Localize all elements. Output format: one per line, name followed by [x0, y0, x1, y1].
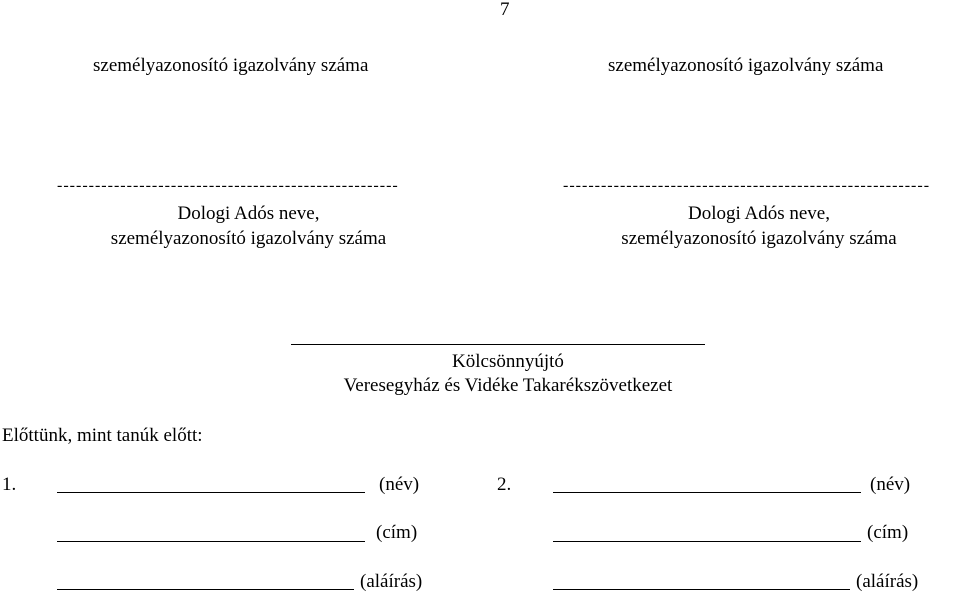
witness2-name-line — [553, 492, 861, 493]
lender-name-label: Veresegyház és Vidéke Takarékszövetkezet — [343, 375, 673, 396]
witness2-number: 2. — [497, 474, 512, 495]
top-left-id-label: személyazonosító igazolvány száma — [93, 55, 369, 76]
right-debtor-id-label: személyazonosító igazolvány száma — [621, 228, 897, 249]
witness1-signature-line — [57, 589, 354, 590]
right-signature-dashed-line: ---------------------------------------------------------- — [563, 177, 931, 194]
right-debtor-name-label: Dologi Adós neve, — [688, 203, 830, 224]
witness1-signature-label: (aláírás) — [360, 571, 423, 592]
left-signature-dashed-line: ------------------------------------------------------ — [57, 177, 399, 194]
lender-role-label: Kölcsönnyújtó — [452, 351, 564, 372]
left-debtor-name-label: Dologi Adós neve, — [177, 203, 320, 224]
witness2-name-label: (név) — [870, 474, 911, 495]
witness2-signature-line — [553, 589, 850, 590]
witness1-name-label: (név) — [379, 474, 420, 495]
witnesses-label: Előttünk, mint tanúk előtt: — [2, 425, 203, 446]
page-number: 7 — [500, 0, 510, 20]
witness1-address-label: (cím) — [376, 522, 418, 543]
left-debtor-id-label: személyazonosító igazolvány száma — [110, 228, 387, 249]
witness2-address-line — [553, 541, 861, 542]
witness1-name-line — [57, 492, 365, 493]
witness2-signature-label: (aláírás) — [856, 571, 919, 592]
witness2-address-label: (cím) — [867, 522, 909, 543]
top-right-id-label: személyazonosító igazolvány száma — [608, 55, 884, 76]
lender-signature-line — [291, 344, 705, 345]
witness1-address-line — [57, 541, 365, 542]
witness1-number: 1. — [2, 474, 17, 495]
